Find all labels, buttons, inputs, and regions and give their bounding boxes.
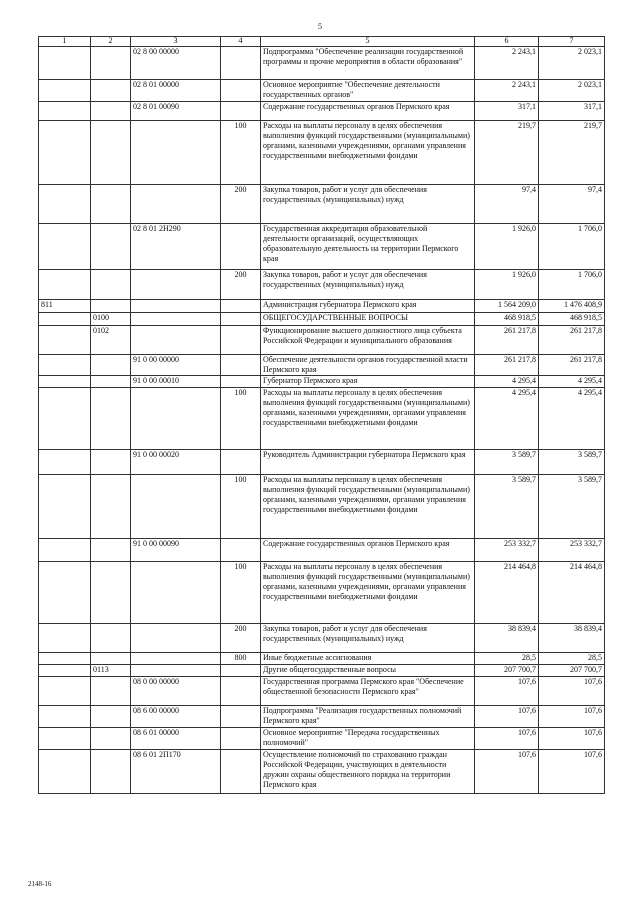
- table-cell-col5: Руководитель Администрации губернатора Пермского края: [261, 450, 475, 475]
- table-cell-col6: 317,1: [475, 102, 539, 121]
- table-cell-col7: 317,1: [539, 102, 605, 121]
- column-header-1: 1: [39, 37, 91, 47]
- table-cell-col6: 3 589,7: [475, 450, 539, 475]
- table-cell-col6: 207 700,7: [475, 665, 539, 677]
- table-cell-col5: Содержание государственных органов Пермского края: [261, 102, 475, 121]
- table-cell-col2: 0102: [91, 326, 131, 355]
- table-row: [39, 102, 605, 121]
- table-row: [39, 80, 605, 102]
- table-cell-col2: [91, 750, 131, 794]
- table-cell-col1: [39, 475, 91, 539]
- table-cell-col1: [39, 47, 91, 80]
- table-cell-col3: [131, 653, 221, 665]
- table-cell-col4: [221, 47, 261, 80]
- table-cell-col7: 97,4: [539, 185, 605, 224]
- table-cell-col3: 91 0 00 00000: [131, 355, 221, 376]
- table-cell-col3: 02 8 01 00090: [131, 102, 221, 121]
- table-cell-col6: 107,6: [475, 750, 539, 794]
- table-cell-col5: Основное мероприятие "Передача государственных полномочий": [261, 728, 475, 750]
- table-cell-col6: 3 589,7: [475, 475, 539, 539]
- table-cell-col4: [221, 355, 261, 376]
- table-row: [39, 728, 605, 750]
- table-cell-col6: 107,6: [475, 677, 539, 706]
- table-cell-col3: 08 0 00 00000: [131, 677, 221, 706]
- table-cell-col4: [221, 80, 261, 102]
- table-cell-col2: [91, 653, 131, 665]
- table-cell-col5: Расходы на выплаты персоналу в целях обеспечения выполнения функций государственными (муниципальными) органами, казенными учреждениями, органами управления государственными внебюджетными фондами: [261, 475, 475, 539]
- table-cell-col5: Государственная аккредитация образовательной деятельности организаций, осуществляющих образовательную деятельность на территории Пермского края: [261, 224, 475, 270]
- table-cell-col2: [91, 624, 131, 653]
- table-cell-col6: 1 926,0: [475, 270, 539, 300]
- table-cell-col4: [221, 376, 261, 388]
- table-cell-col4: 100: [221, 388, 261, 450]
- table-row: [39, 475, 605, 539]
- table-cell-col6: 261 217,8: [475, 326, 539, 355]
- table-cell-col2: [91, 355, 131, 376]
- table-cell-col7: 107,6: [539, 706, 605, 728]
- table-cell-col2: [91, 185, 131, 224]
- table-cell-col1: [39, 750, 91, 794]
- table-cell-col4: 800: [221, 653, 261, 665]
- table-cell-col5: Расходы на выплаты персоналу в целях обеспечения выполнения функций государственными (муниципальными) органами, казенными учреждениями, органами управления государственными внебюджетными фондами: [261, 388, 475, 450]
- table-cell-col2: [91, 677, 131, 706]
- table-cell-col6: 4 295,4: [475, 376, 539, 388]
- table-cell-col4: [221, 706, 261, 728]
- table-cell-col7: 107,6: [539, 677, 605, 706]
- table-row: [39, 677, 605, 706]
- table-cell-col1: [39, 121, 91, 185]
- table-cell-col1: [39, 562, 91, 624]
- table-cell-col1: [39, 185, 91, 224]
- table-cell-col4: [221, 665, 261, 677]
- table-cell-col2: 0100: [91, 313, 131, 326]
- table-cell-col2: [91, 388, 131, 450]
- table-cell-col5: Основное мероприятие "Обеспечение деятельности государственных органов": [261, 80, 475, 102]
- table-row: [39, 450, 605, 475]
- table-cell-col1: [39, 665, 91, 677]
- table-cell-col2: [91, 562, 131, 624]
- table-cell-col4: 100: [221, 121, 261, 185]
- table-cell-col3: [131, 475, 221, 539]
- table-cell-col6: 219,7: [475, 121, 539, 185]
- table-cell-col3: 91 0 00 00090: [131, 539, 221, 562]
- table-cell-col5: Губернатор Пермского края: [261, 376, 475, 388]
- table-header-row: [39, 37, 605, 47]
- table-cell-col7: 28,5: [539, 653, 605, 665]
- table-cell-col2: [91, 300, 131, 313]
- table-cell-col2: [91, 706, 131, 728]
- table-cell-col4: 200: [221, 624, 261, 653]
- table-cell-col1: [39, 270, 91, 300]
- table-cell-col3: [131, 185, 221, 224]
- table-cell-col6: 1 564 209,0: [475, 300, 539, 313]
- table-cell-col4: [221, 313, 261, 326]
- table-cell-col5: Функционирование высшего должностного лица субъекта Российской Федерации и муниципального образования: [261, 326, 475, 355]
- table-row: [39, 224, 605, 270]
- table-cell-col5: ОБЩЕГОСУДАРСТВЕННЫЕ ВОПРОСЫ: [261, 313, 475, 326]
- table-cell-col6: 2 243,1: [475, 47, 539, 80]
- table-row: [39, 326, 605, 355]
- column-header-3: 3: [131, 37, 221, 47]
- table-cell-col2: [91, 270, 131, 300]
- table-cell-col7: 4 295,4: [539, 376, 605, 388]
- table-cell-col3: 02 8 00 00000: [131, 47, 221, 80]
- table-cell-col2: [91, 80, 131, 102]
- table-cell-col3: [131, 121, 221, 185]
- table-cell-col3: [131, 326, 221, 355]
- table-cell-col6: 261 217,8: [475, 355, 539, 376]
- table-row: [39, 313, 605, 326]
- table-cell-col1: [39, 539, 91, 562]
- table-row: [39, 539, 605, 562]
- table-cell-col1: [39, 677, 91, 706]
- table-cell-col5: Закупка товаров, работ и услуг для обеспечения государственных (муниципальных) нужд: [261, 270, 475, 300]
- table-cell-col2: [91, 728, 131, 750]
- table-row: [39, 653, 605, 665]
- table-cell-col7: 468 918,5: [539, 313, 605, 326]
- table-cell-col3: 02 8 01 2Н290: [131, 224, 221, 270]
- column-header-2: 2: [91, 37, 131, 47]
- table-cell-col6: 214 464,8: [475, 562, 539, 624]
- table-cell-col7: 2 023,1: [539, 47, 605, 80]
- table-cell-col5: Другие общегосударственные вопросы: [261, 665, 475, 677]
- table-cell-col7: 1 476 408,9: [539, 300, 605, 313]
- table-cell-col7: 107,6: [539, 750, 605, 794]
- table-cell-col5: Закупка товаров, работ и услуг для обеспечения государственных (муниципальных) нужд: [261, 624, 475, 653]
- table-cell-col1: [39, 355, 91, 376]
- table-body: [39, 47, 605, 794]
- table-cell-col2: [91, 475, 131, 539]
- table-cell-col4: 200: [221, 270, 261, 300]
- table-cell-col1: [39, 388, 91, 450]
- table-cell-col4: 200: [221, 185, 261, 224]
- table-cell-col1: [39, 80, 91, 102]
- table-cell-col7: 2 023,1: [539, 80, 605, 102]
- table-cell-col7: 3 589,7: [539, 450, 605, 475]
- column-header-5: 5: [261, 37, 475, 47]
- column-header-7: 7: [539, 37, 605, 47]
- table-cell-col7: 253 332,7: [539, 539, 605, 562]
- table-cell-col1: [39, 624, 91, 653]
- table-cell-col3: [131, 665, 221, 677]
- table-cell-col5: Государственная программа Пермского края "Обеспечение общественной безопасности Пермского края": [261, 677, 475, 706]
- table-cell-col7: 219,7: [539, 121, 605, 185]
- table-cell-col3: 02 8 01 00000: [131, 80, 221, 102]
- document-code: 2148-16: [28, 880, 52, 888]
- table-cell-col6: 28,5: [475, 653, 539, 665]
- table-cell-col1: [39, 313, 91, 326]
- table-row: [39, 750, 605, 794]
- table-cell-col4: [221, 728, 261, 750]
- table-cell-col1: [39, 326, 91, 355]
- table-row: [39, 185, 605, 224]
- table-cell-col5: Осуществление полномочий по страхованию граждан Российской Федерации, участвующих в деятельности дружин охраны общественного порядка на территории Пермского края: [261, 750, 475, 794]
- table-cell-col2: [91, 102, 131, 121]
- table-cell-col2: [91, 47, 131, 80]
- table-cell-col4: [221, 677, 261, 706]
- table-cell-col4: [221, 326, 261, 355]
- table-row: [39, 376, 605, 388]
- table-cell-col1: [39, 653, 91, 665]
- table-cell-col3: [131, 300, 221, 313]
- table-row: [39, 624, 605, 653]
- table-cell-col6: 468 918,5: [475, 313, 539, 326]
- table-cell-col4: 100: [221, 475, 261, 539]
- table-cell-col6: 4 295,4: [475, 388, 539, 450]
- table-cell-col3: [131, 562, 221, 624]
- table-cell-col3: [131, 313, 221, 326]
- table-cell-col7: 261 217,8: [539, 355, 605, 376]
- budget-table: [38, 36, 605, 794]
- table-cell-col4: [221, 224, 261, 270]
- table-row: [39, 562, 605, 624]
- table-cell-col4: [221, 102, 261, 121]
- table-cell-col5: Содержание государственных органов Пермского края: [261, 539, 475, 562]
- column-header-6: 6: [475, 37, 539, 47]
- table-cell-col3: [131, 624, 221, 653]
- table-cell-col7: 107,6: [539, 728, 605, 750]
- table-cell-col3: 08 6 01 00000: [131, 728, 221, 750]
- table-cell-col2: [91, 539, 131, 562]
- table-cell-col3: [131, 270, 221, 300]
- table-cell-col1: [39, 376, 91, 388]
- table-cell-col5: Администрация губернатора Пермского края: [261, 300, 475, 313]
- table-row: [39, 300, 605, 313]
- table-cell-col6: 2 243,1: [475, 80, 539, 102]
- table-cell-col5: Иные бюджетные ассигнования: [261, 653, 475, 665]
- table-row: [39, 47, 605, 80]
- table-cell-col5: Подпрограмма "Обеспечение реализации государственной программы и прочие мероприятия в области образования": [261, 47, 475, 80]
- table-cell-col1: [39, 706, 91, 728]
- table-cell-col5: Закупка товаров, работ и услуг для обеспечения государственных (муниципальных) нужд: [261, 185, 475, 224]
- table-cell-col4: [221, 450, 261, 475]
- table-cell-col2: 0113: [91, 665, 131, 677]
- table-cell-col7: 3 589,7: [539, 475, 605, 539]
- table-cell-col5: Обеспечение деятельности органов государственной власти Пермского края: [261, 355, 475, 376]
- table-cell-col1: 811: [39, 300, 91, 313]
- table-cell-col4: [221, 750, 261, 794]
- table-cell-col3: 08 6 00 00000: [131, 706, 221, 728]
- table-cell-col1: [39, 102, 91, 121]
- table-cell-col6: 107,6: [475, 706, 539, 728]
- table-cell-col6: 253 332,7: [475, 539, 539, 562]
- table-cell-col6: 97,4: [475, 185, 539, 224]
- table-row: [39, 665, 605, 677]
- table-cell-col7: 214 464,8: [539, 562, 605, 624]
- table-cell-col7: 261 217,8: [539, 326, 605, 355]
- table-cell-col6: 107,6: [475, 728, 539, 750]
- table-cell-col6: 1 926,0: [475, 224, 539, 270]
- table-cell-col3: 08 6 01 2П170: [131, 750, 221, 794]
- table-cell-col6: 38 839,4: [475, 624, 539, 653]
- table-cell-col3: 91 0 00 00010: [131, 376, 221, 388]
- table-cell-col2: [91, 450, 131, 475]
- table-cell-col2: [91, 376, 131, 388]
- table-cell-col5: Расходы на выплаты персоналу в целях обеспечения выполнения функций государственными (муниципальными) органами, казенными учреждениями, органами управления государственными внебюджетными фондами: [261, 121, 475, 185]
- table-cell-col7: 38 839,4: [539, 624, 605, 653]
- table-cell-col5: Подпрограмма "Реализация государственных полномочий Пермского края": [261, 706, 475, 728]
- table-cell-col1: [39, 450, 91, 475]
- table-cell-col5: Расходы на выплаты персоналу в целях обеспечения выполнения функций государственными (муниципальными) органами, казенными учреждениями, органами управления государственными внебюджетными фондами: [261, 562, 475, 624]
- column-header-4: 4: [221, 37, 261, 47]
- table-cell-col1: [39, 224, 91, 270]
- table-cell-col4: 100: [221, 562, 261, 624]
- table-cell-col1: [39, 728, 91, 750]
- table-row: [39, 121, 605, 185]
- table-cell-col7: 4 295,4: [539, 388, 605, 450]
- table-cell-col7: 1 706,0: [539, 224, 605, 270]
- table-cell-col3: [131, 388, 221, 450]
- table-cell-col7: 207 700,7: [539, 665, 605, 677]
- page-number: 5: [318, 22, 322, 31]
- table-cell-col2: [91, 121, 131, 185]
- table-cell-col3: 91 0 00 00020: [131, 450, 221, 475]
- table-row: [39, 706, 605, 728]
- table-row: [39, 355, 605, 376]
- table-cell-col2: [91, 224, 131, 270]
- table-row: [39, 270, 605, 300]
- table-cell-col7: 1 706,0: [539, 270, 605, 300]
- table-cell-col4: [221, 539, 261, 562]
- table-row: [39, 388, 605, 450]
- table-cell-col4: [221, 300, 261, 313]
